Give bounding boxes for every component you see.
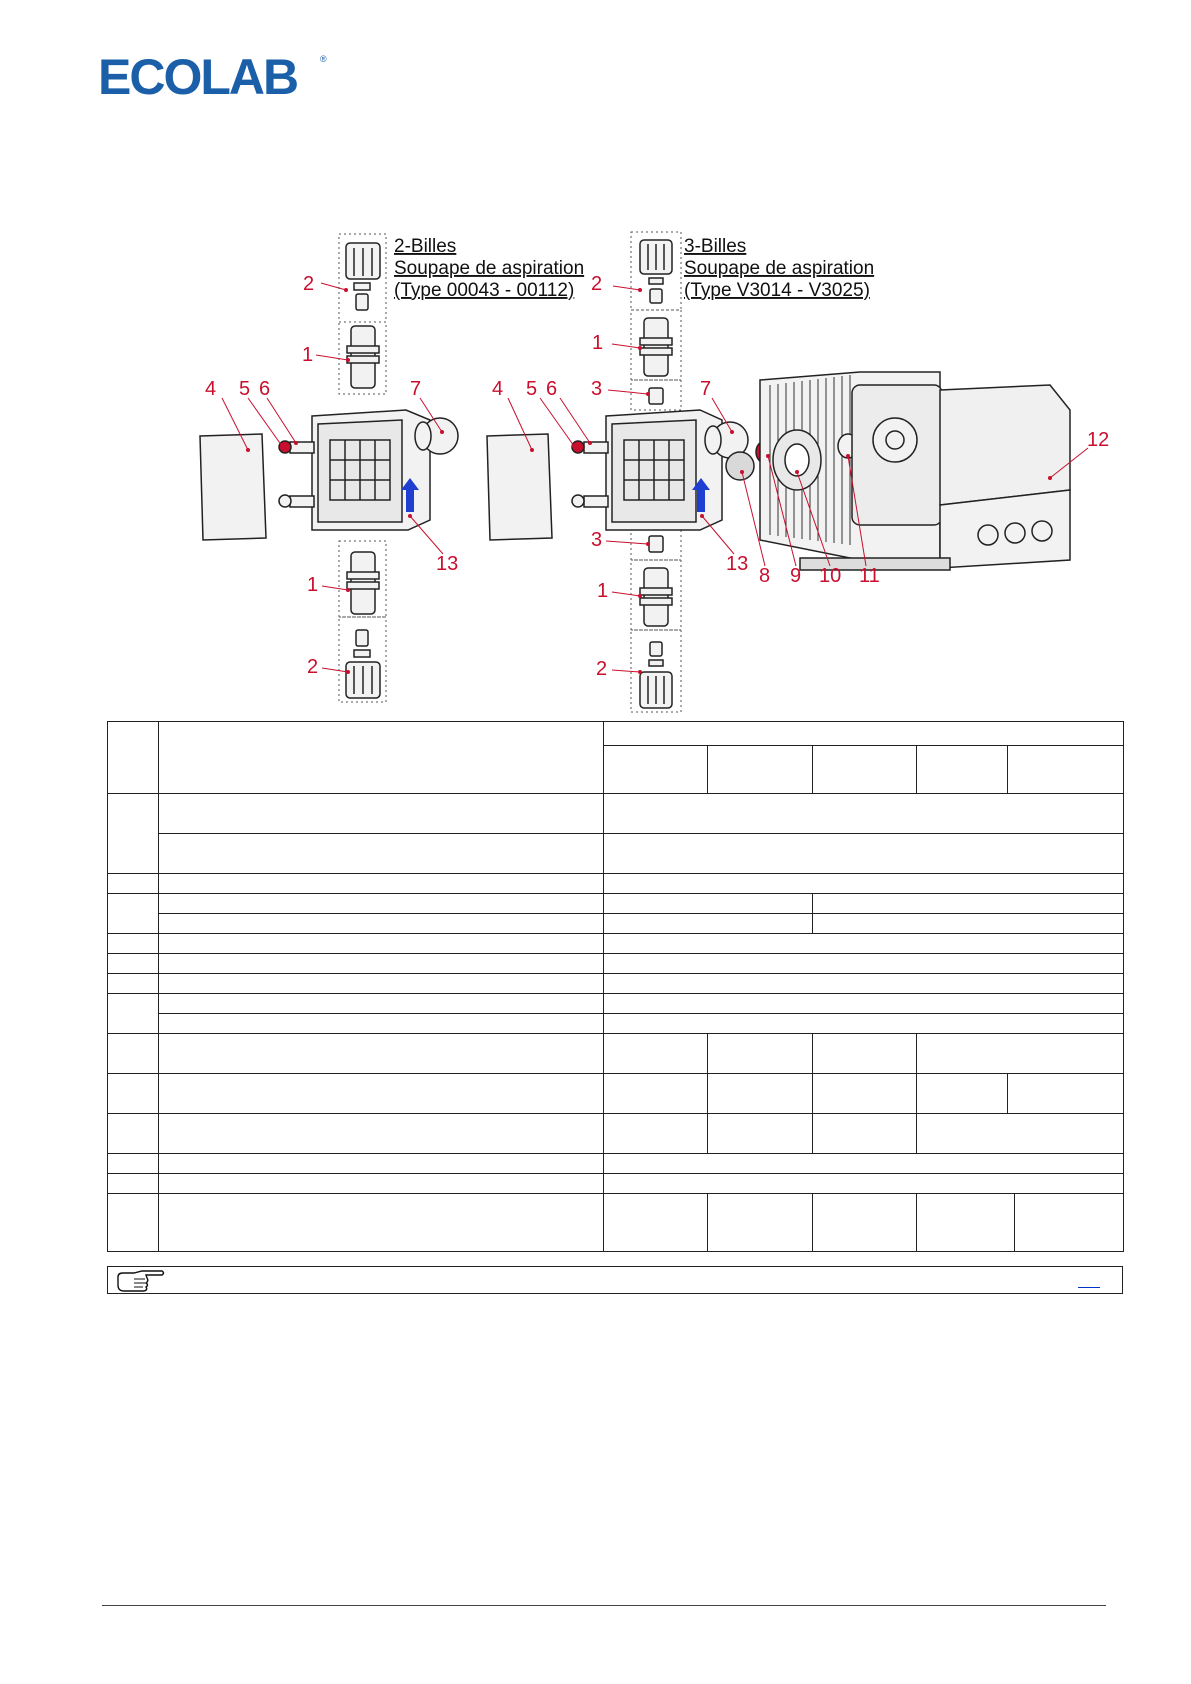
callout-13: 13 xyxy=(436,553,459,575)
caption-3-billes xyxy=(684,236,874,301)
callout-4: 4 xyxy=(205,378,217,400)
table-row xyxy=(108,1174,1124,1194)
header-types-cell xyxy=(604,722,1124,746)
caption-2-billes xyxy=(394,236,584,301)
callout-7-right: 7 xyxy=(700,378,712,400)
spare-parts-table xyxy=(107,721,1124,1252)
pointing-hand-icon xyxy=(114,1269,166,1293)
callout-2-lower: 2 xyxy=(307,656,319,678)
callout-1-lower: 1 xyxy=(307,574,319,596)
callout-3-right: 3 xyxy=(591,378,603,400)
table-row xyxy=(108,794,1124,834)
table-row xyxy=(108,1114,1124,1154)
table-row xyxy=(108,1034,1124,1074)
right-pump-head-assembly xyxy=(487,232,754,712)
callout-11: 11 xyxy=(859,565,880,587)
callout-5: 5 xyxy=(239,378,251,400)
callout-7: 7 xyxy=(410,378,422,400)
pump-drive-unit xyxy=(756,372,1070,570)
callout-3-right-lower: 3 xyxy=(591,529,603,551)
header-type-col-1 xyxy=(604,746,708,794)
header-pos-cell xyxy=(108,722,159,794)
callout-2: 2 xyxy=(303,273,315,295)
svg-text:Soupape de aspiration: Soupape de aspiration xyxy=(394,258,585,279)
table-row xyxy=(108,874,1124,894)
table-row xyxy=(108,1014,1124,1034)
svg-text:(Type V3014 - V3025): (Type V3014 - V3025) xyxy=(684,280,870,301)
table-row xyxy=(108,914,1124,934)
header-type-col-3 xyxy=(813,746,917,794)
callout-8: 8 xyxy=(759,565,771,587)
note-bar xyxy=(107,1266,1123,1294)
table-row xyxy=(108,994,1124,1014)
svg-text:ECOLAB: ECOLAB xyxy=(98,52,298,100)
left-pump-head-assembly xyxy=(200,234,458,702)
header-type-col-4 xyxy=(917,746,1008,794)
callout-13-right: 13 xyxy=(726,553,749,575)
table-row xyxy=(108,1154,1124,1174)
svg-text:3-Billes: 3-Billes xyxy=(684,236,747,257)
callout-4-right: 4 xyxy=(492,378,504,400)
svg-text:(Type 00043 - 00112): (Type 00043 - 00112) xyxy=(394,280,575,301)
footer-divider xyxy=(102,1605,1106,1606)
svg-text:2-Billes: 2-Billes xyxy=(394,236,457,257)
table-row xyxy=(108,974,1124,994)
exploded-parts-diagram xyxy=(0,0,1191,720)
svg-text:Soupape de aspiration: Soupape de aspiration xyxy=(684,258,875,279)
table-row xyxy=(108,954,1124,974)
header-description-cell xyxy=(159,722,604,794)
table-row xyxy=(108,1074,1124,1114)
callout-2-right-lower: 2 xyxy=(596,658,608,680)
callout-1-right-lower: 1 xyxy=(597,580,609,602)
note-reference-link[interactable] xyxy=(1078,1269,1100,1288)
callout-1-right: 1 xyxy=(592,332,604,354)
header-type-col-5 xyxy=(1008,746,1124,794)
callout-6: 6 xyxy=(259,378,271,400)
table-row xyxy=(108,934,1124,954)
callout-6-right: 6 xyxy=(546,378,558,400)
table-row xyxy=(108,1194,1124,1252)
header-type-col-2 xyxy=(708,746,813,794)
svg-text:®: ® xyxy=(320,54,327,64)
callout-2-right: 2 xyxy=(591,273,603,295)
callout-5-right: 5 xyxy=(526,378,538,400)
callout-9: 9 xyxy=(790,565,802,587)
table-row xyxy=(108,834,1124,874)
callout-10: 10 xyxy=(819,565,842,587)
table-row xyxy=(108,894,1124,914)
callout-1: 1 xyxy=(302,344,314,366)
callout-12: 12 xyxy=(1087,429,1110,451)
